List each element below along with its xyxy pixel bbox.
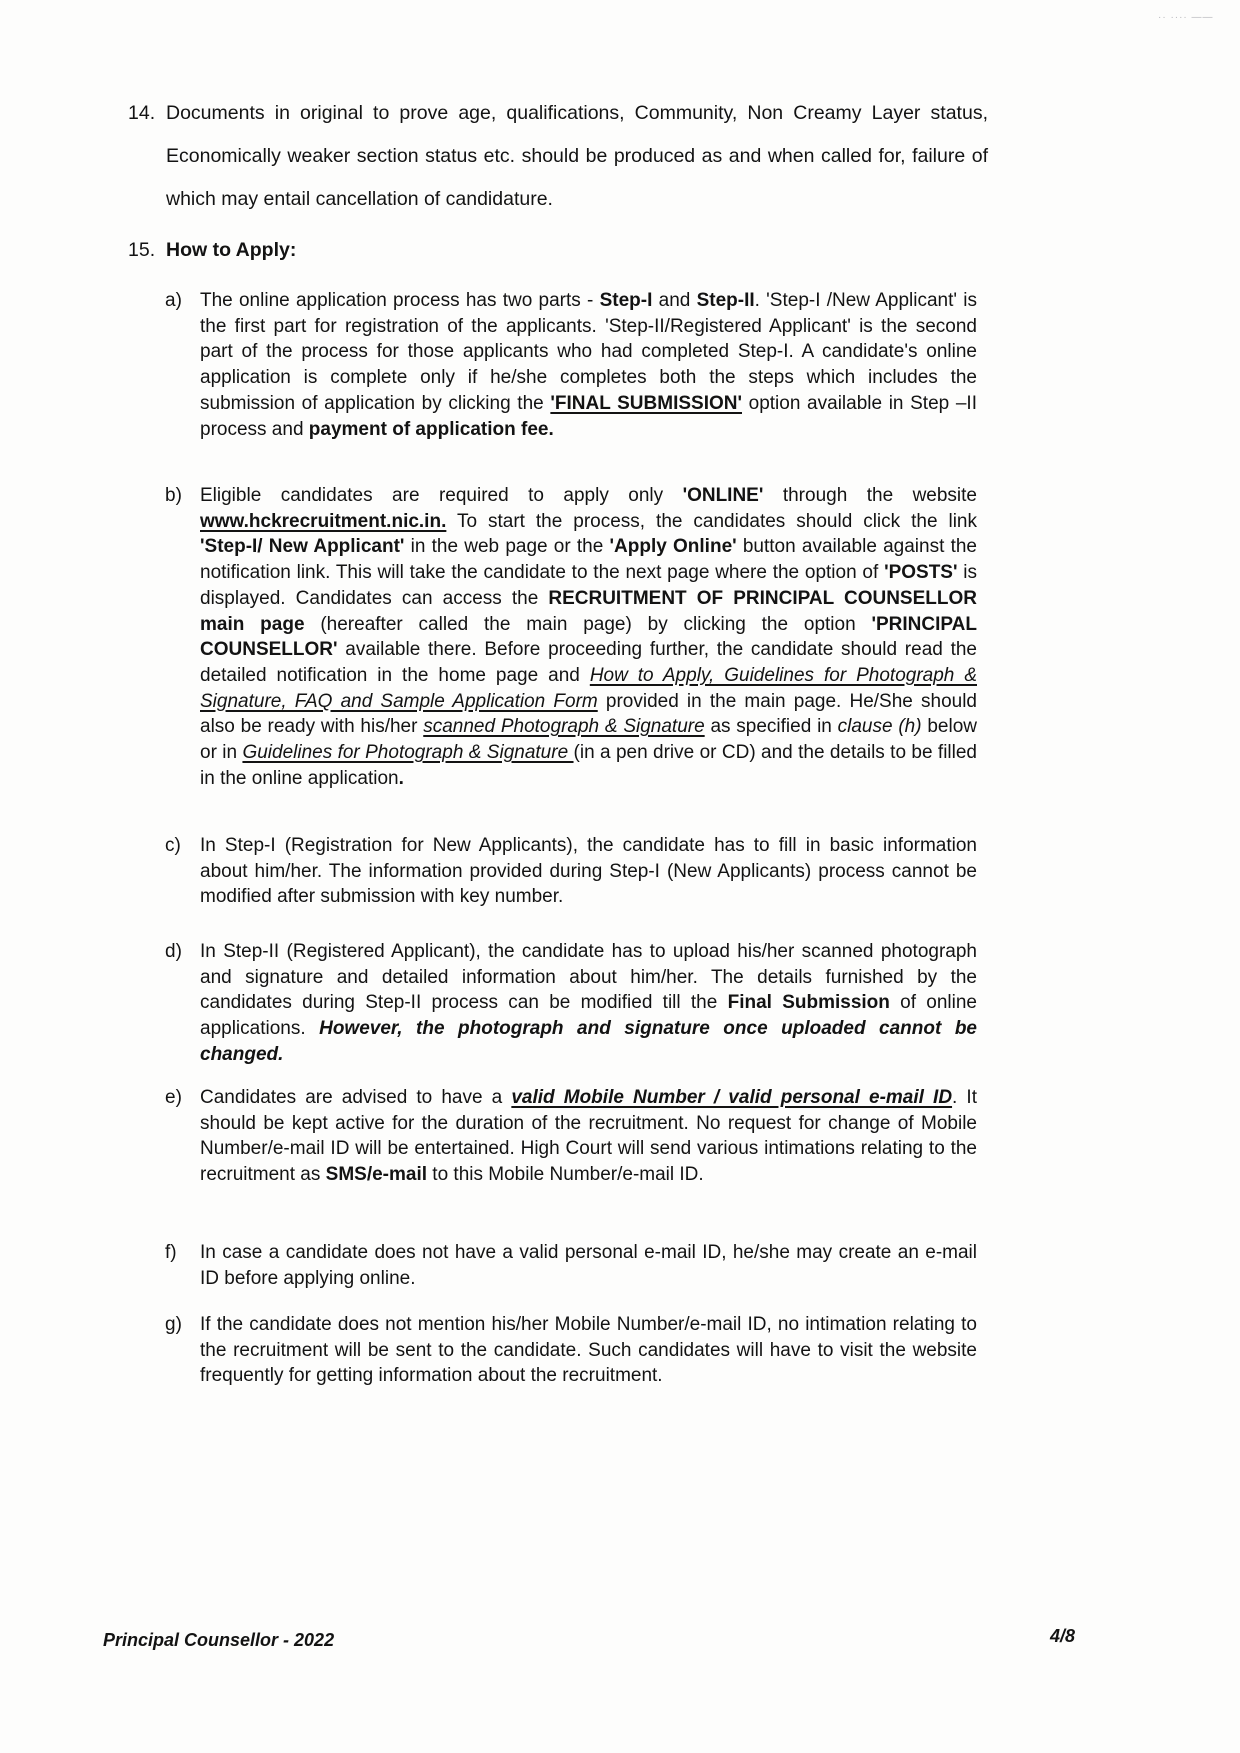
item-c-text: In Step-I (Registration for New Applicants), the candidate has to fill in basic information about him/her. The information provided during Step-I (New Applicants) process cannot be modified after submission with key number. (200, 835, 977, 908)
item-g-text: If the candidate does not mention his/her Mobile Number/e-mail ID, no intimation relating to the recruitment will be sent to the candidate. Such candidates will have to visit the website frequently for getting information about the recruitment. (200, 1314, 977, 1387)
list-item-14 (128, 92, 988, 221)
scan-artifact: ·· ···· —— (1158, 12, 1214, 23)
item-f-letter: f) (165, 1242, 177, 1263)
item-d-text: In Step-II (Registered Applicant), the candidate has to upload his/her scanned photograph and signature and detailed information about him/her. The details furnished by the candidates during Step-II process can be modified till the Final Submission of online applications. However, the photograph and signature once uploaded cannot be changed. (200, 941, 977, 1065)
item-e-text: Candidates are advised to have a valid Mobile Number / valid personal e-mail ID. It should be kept active for the duration of the recruitment. No request for change of Mobile Number/e-mail ID will be entertained. High Court will send various intimations relating to the recruitment as SMS/e-mail to this Mobile Number/e-mail ID. (200, 1087, 977, 1186)
footer-document-title: Principal Counsellor - 2022 (103, 1630, 335, 1650)
item-a-text: The online application process has two parts - Step-I and Step-II. 'Step-I /New Applicant' is the first part for registration of the applicants. 'Step-II/Registered Applicant' is the second part of the process for those applicants who had completed Step-I. A candidate's online application is complete only if he/she completes both the steps which includes the submission of application by clicking the 'FINAL SUBMISSION' option available in Step –II process and payment of application fee. (200, 290, 977, 440)
how-to-apply-heading: How to Apply: (166, 239, 297, 261)
list-item-e (165, 1085, 977, 1188)
list-item-b (165, 483, 977, 791)
list-item-c (165, 833, 977, 910)
item-14-text: Documents in original to prove age, qualifications, Community, Non Creamy Layer status, Economically weaker section status etc. should be produced as and when called for, failure of which may entail cancellation of candidature. (166, 102, 988, 210)
item-a-letter: a) (165, 290, 182, 311)
list-item-f (165, 1240, 977, 1291)
item-e-letter: e) (165, 1087, 182, 1108)
list-item-a (165, 288, 977, 442)
list-item-g (165, 1312, 977, 1389)
footer-page-number: 4/8 (1050, 1626, 1076, 1646)
item-15-number: 15. (128, 239, 156, 261)
item-f-text: In case a candidate does not have a valid personal e-mail ID, he/she may create an e-mail ID before applying online. (200, 1242, 977, 1289)
item-c-letter: c) (165, 835, 181, 856)
list-item-d (165, 939, 977, 1068)
item-b-letter: b) (165, 485, 182, 506)
item-14-number: 14. (128, 102, 156, 124)
item-g-letter: g) (165, 1314, 182, 1335)
list-item-15 (128, 237, 988, 264)
item-d-letter: d) (165, 941, 182, 962)
item-b-text: Eligible candidates are required to apply only 'ONLINE' through the website www.hckrecruitment.nic.in. To start the process, the candidates should click the link 'Step-I/ New Applicant' in the web page or the 'Apply Online' button available against the notification link. This will take the candidate to the next page where the option of 'POSTS' is displayed. Candidates can access the RECRUITMENT OF PRINCIPAL COUNSELLOR main page (hereafter called the main page) by clicking the option 'PRINCIPAL COUNSELLOR' available there. Before proceeding further, the candidate should read the detailed notification in the home page and How to Apply, Guidelines for Photograph & Signature, FAQ and Sample Application Form provided in the main page. He/She should also be ready with his/her scanned Photograph & Signature as specified in clause (h) below or in Guidelines for Photograph & Signature (in a pen drive or CD) and the details to be filled in the online application. (200, 485, 978, 789)
